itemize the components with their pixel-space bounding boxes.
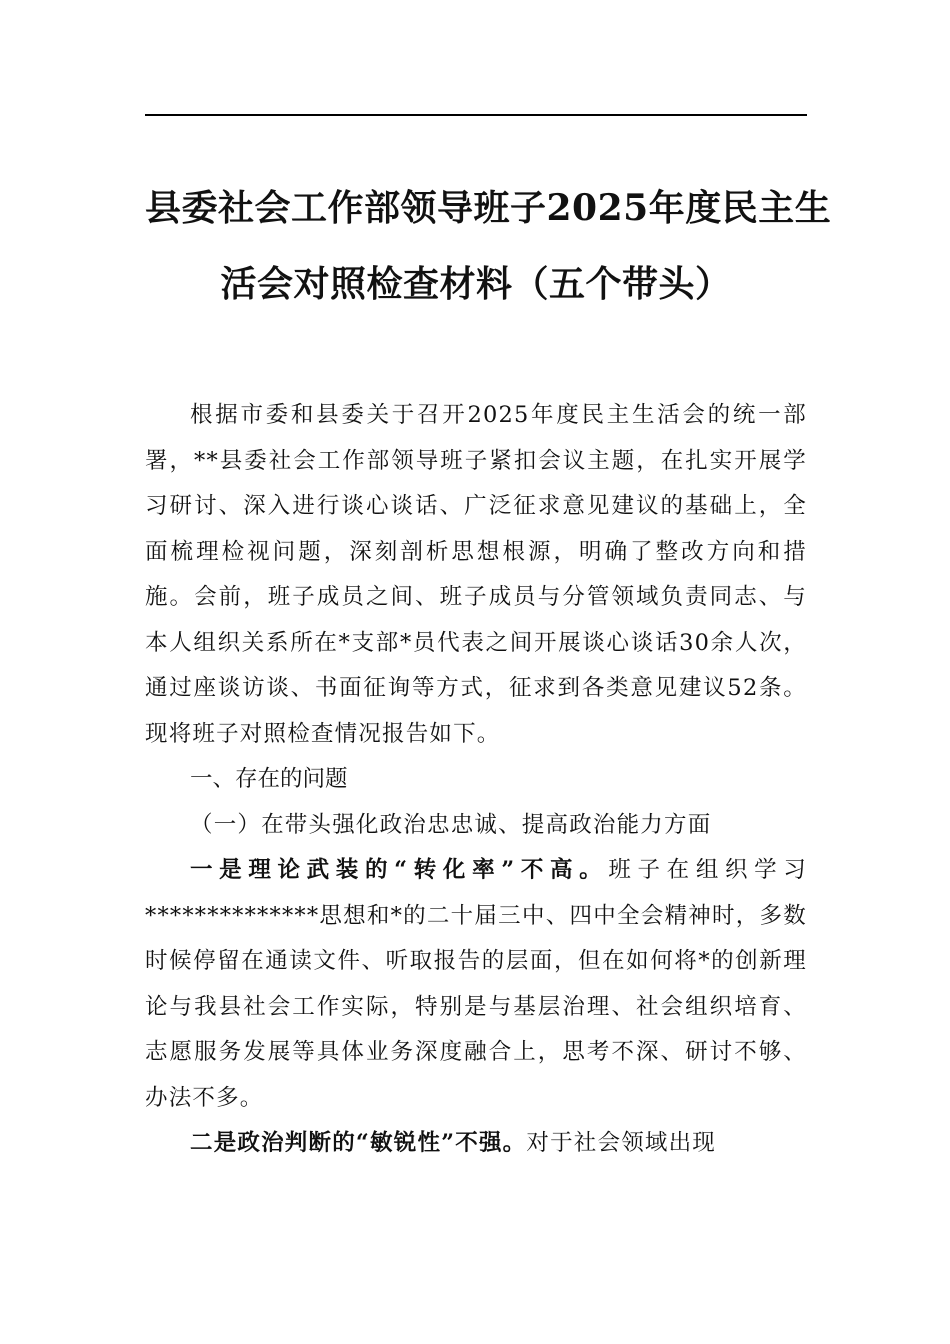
header-rule	[145, 114, 807, 116]
section-heading: 一、存在的问题	[190, 766, 348, 792]
title-line-1: 县委社会工作部领导班子2025年度民主生	[145, 187, 832, 229]
point-text: 班子在组织学习**************思想和*的二十届三中、四中全会精神时，多数时候停留在通读文件、听取报告的层面，但在如何将*的创新理论与我县社会工作实际，特别是与基层治理、社会组织培育、志愿服务发展等具体业务深度融合上，思考不深、研讨不够、办法不多。	[145, 857, 808, 1111]
intro-paragraph: 根据市委和县委关于召开2025年度民主生活会的统一部署，**县委社会工作部领导班子紧扣会议主题，在扎实开展学习研讨、深入进行谈心谈话、广泛征求意见建议的基础上，全面梳理检视问题，深刻剖析思想根源，明确了整改方向和措施。会前，班子成员之间、班子成员与分管领域负责同志、与本人组织关系所在*支部*员代表之间开展谈心谈话30余人次，通过座谈访谈、书面征询等方式，征求到各类意见建议52条。现将班子对照检查情况报告如下。	[145, 402, 807, 747]
point-text: 对于社会领域出现	[526, 1130, 716, 1156]
subsection-heading: （一）在带头强化政治忠忠诚、提高政治能力方面	[190, 811, 712, 838]
document-title	[145, 170, 832, 322]
point-lead: 一是理论武装的“转化率”不高。	[190, 857, 609, 883]
point-lead: 二是政治判断的“敏锐性”不强。	[190, 1130, 527, 1156]
point-paragraph	[145, 848, 807, 1121]
title-line-2: 活会对照检查材料（五个带头）	[220, 263, 732, 305]
document-body	[145, 393, 807, 1167]
point-paragraph	[145, 1121, 807, 1167]
